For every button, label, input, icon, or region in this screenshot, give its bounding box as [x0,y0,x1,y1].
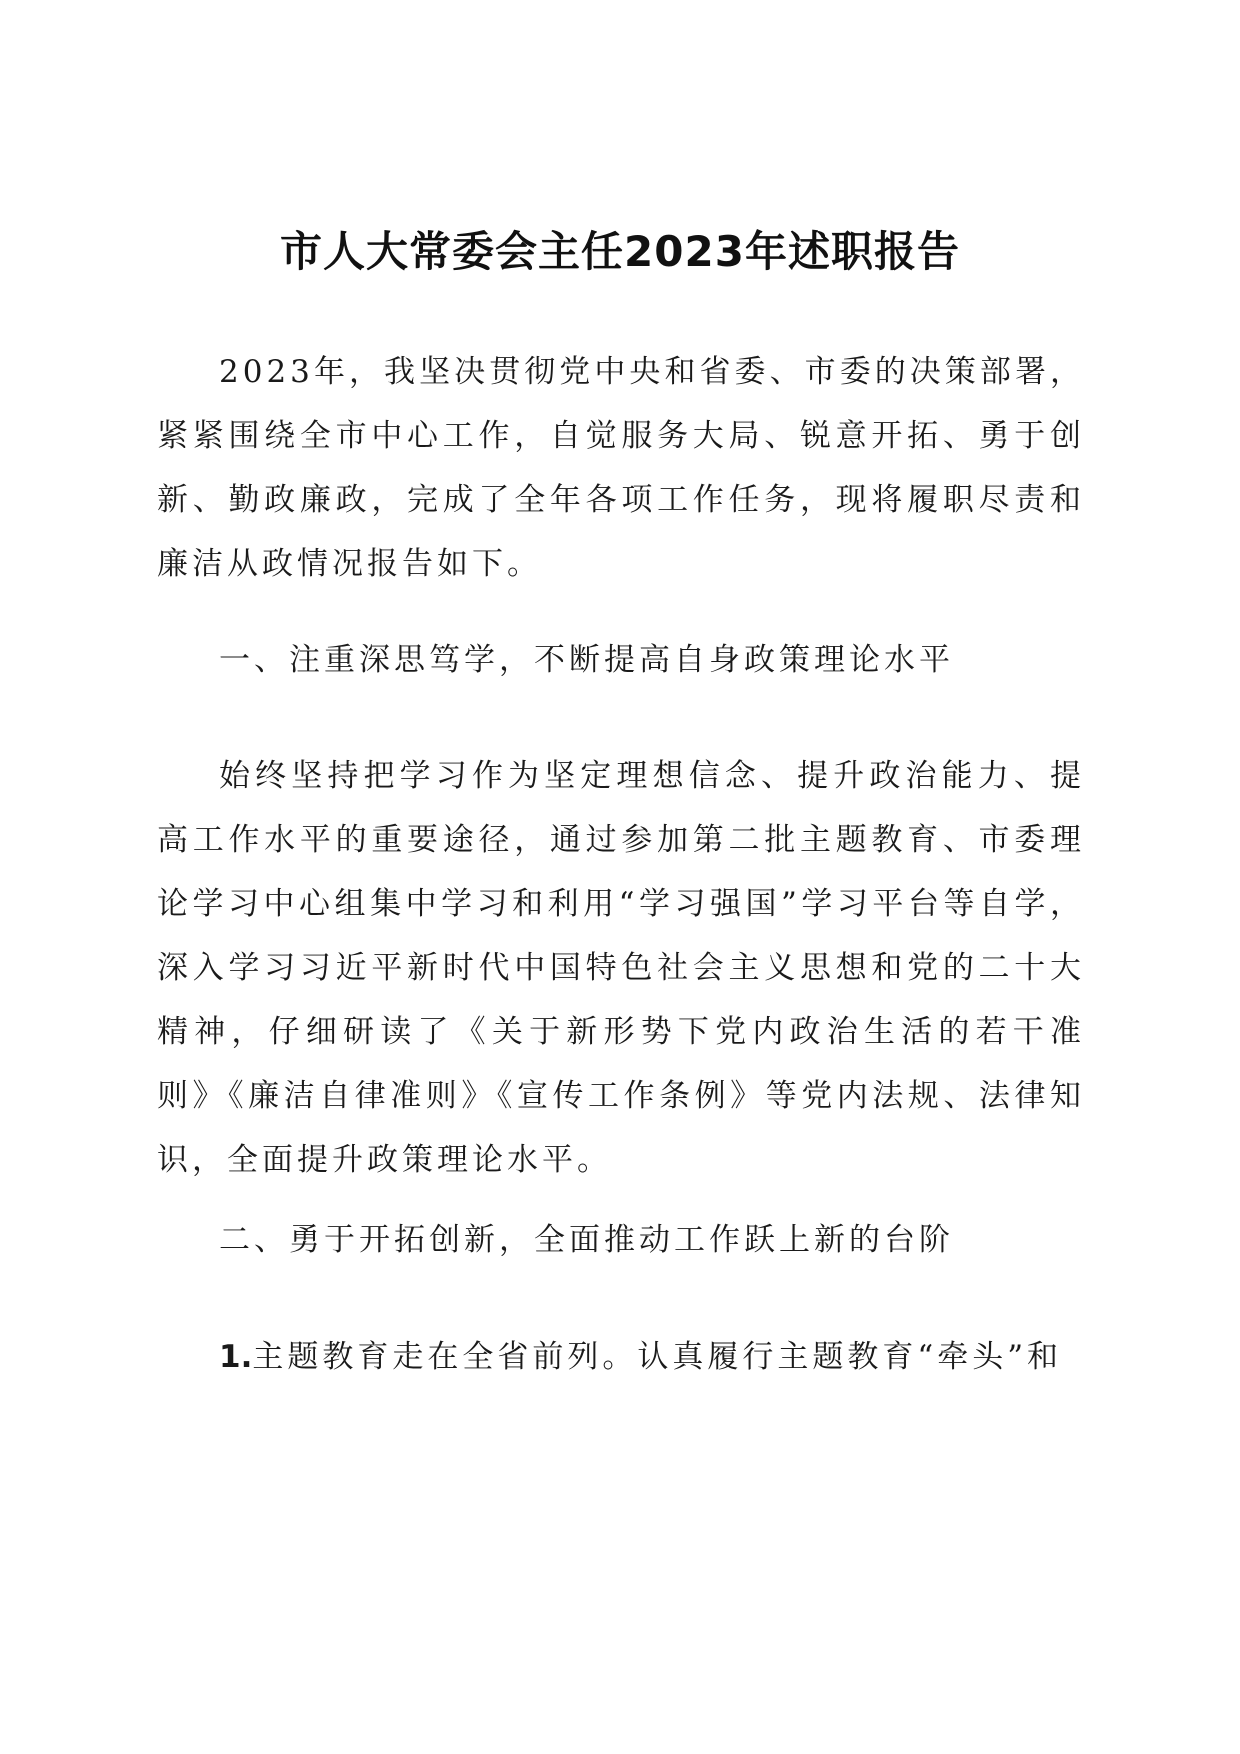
section-1-paragraph: 始终坚持把学习作为坚定理想信念、提升政治能力、提高工作水平的重要途径，通过参加第二批主题教育、市委理论学习中心组集中学习和利用“学习强国”学习平台等自学，深入学习习近平新时代中国特色社会主义思想和党的二十大精神，仔细研读了《关于新形势下党内政治生活的若干准则》《廉洁自律准则》《宣传工作条例》等党内法规、法律知识，全面提升政策理论水平。 [157,758,1085,1178]
item-1-paragraph [157,1325,1085,1389]
item-1-text: 主题教育走在全省前列。认真履行主题教育“牵头”和 [252,1339,1063,1375]
intro-paragraph: 2023年，我坚决贯彻党中央和省委、市委的决策部署，紧紧围绕全市中心工作，自觉服务大局、锐意开拓、勇于创新、勤政廉政，完成了全年各项工作任务，现将履职尽责和廉洁从政情况报告如下。 [157,354,1085,582]
document-title: 市人大常委会主任2023年述职报告 [280,227,960,276]
item-1-number: 1. [219,1339,253,1375]
section-1-heading: 一、注重深思笃学，不断提高自身政策理论水平 [219,642,954,678]
section-2-heading: 二、勇于开拓创新，全面推动工作跃上新的台阶 [219,1222,954,1258]
